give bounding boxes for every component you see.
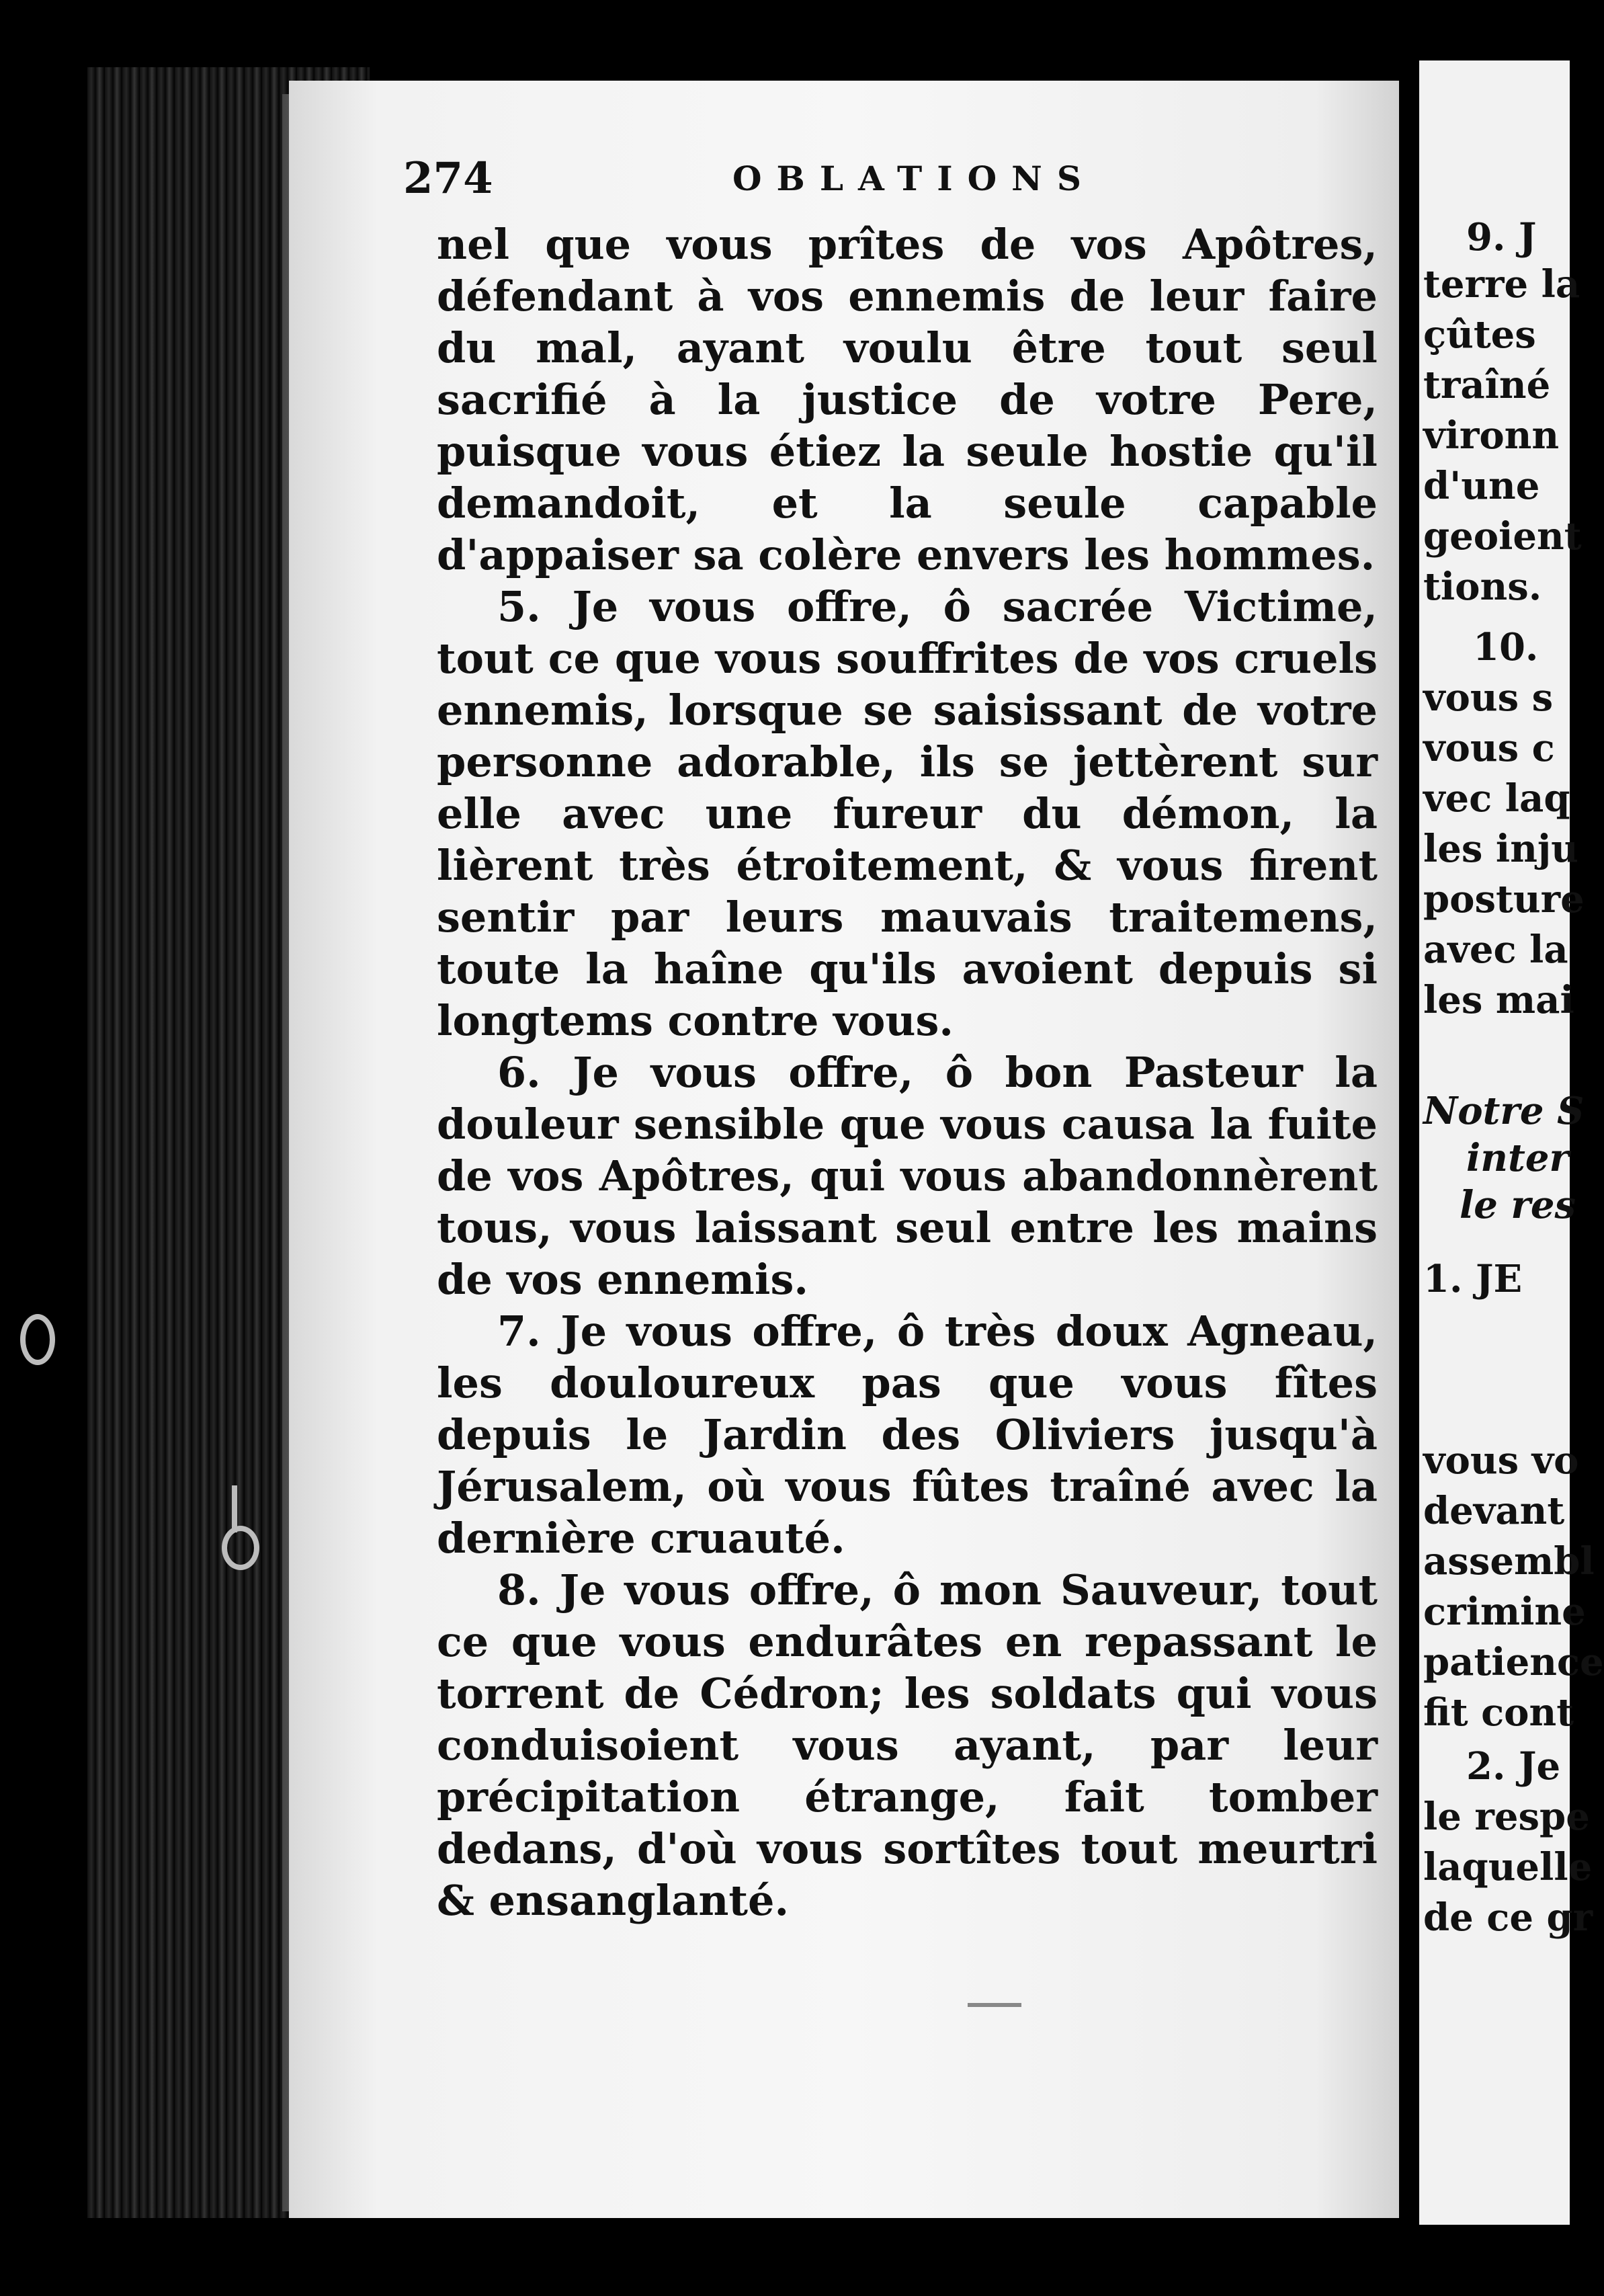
facing-line: traîné [1423,363,1551,407]
facing-line: fit cont [1423,1690,1574,1735]
facing-line: d'une [1423,464,1540,508]
facing-line: çûtes [1423,313,1536,357]
facing-line: vous vo [1423,1438,1579,1483]
facing-line: vironn [1423,413,1560,458]
facing-line: vous c [1423,726,1555,770]
printer-mark [968,2003,1021,2007]
facing-line: 9. J [1466,215,1537,259]
clasp-ring-icon [20,1314,55,1365]
facing-line: geoient [1423,514,1582,559]
page-body [437,218,1378,1926]
facing-line: laquelle [1423,1845,1593,1889]
page-header [403,153,1371,207]
facing-page [1419,60,1604,2225]
clasp-stem [232,1485,237,1532]
clasp-loop-icon [222,1526,259,1570]
paragraph-8: 8. Je vous offre, ô mon Sauveur, tout ce que vous endurâtes en repassant le torrent de Cédron; les soldats qui vous conduisoient vous ayant, par leur précipitation étrange, fait tomber dedans, d'où vous sortîtes tout meurtri & ensanglanté. [437,1565,1378,1925]
facing-line: crimine [1423,1590,1586,1634]
facing-line: devant [1423,1489,1565,1533]
facing-heading: inter [1466,1136,1569,1180]
facing-line: les inju [1423,827,1578,871]
facing-heading: Notre S [1423,1089,1585,1133]
facing-line: les mai [1423,978,1574,1022]
facing-line: vec laq [1423,776,1570,821]
paragraph-5: 5. Je vous offre, ô sacrée Victime, tout ce que vous souffrites de vos cruels ennemis, lorsque se saisissant de votre personne adorable, ils se jettèrent sur elle avec une fureur du démon, la lièrent très étroitement, & vous firent sentir par leurs mauvais traitemens, toute la haîne qu'ils avoient depuis si longtems contre vous. [437,582,1378,1045]
facing-line: assembl [1423,1539,1595,1584]
page-number: 274 [403,153,493,204]
facing-line: 1. JE [1423,1257,1523,1301]
facing-line: terre la [1423,262,1580,306]
book-gutter [1399,60,1419,2225]
facing-line: tions. [1423,565,1542,609]
facing-line: vous s [1423,675,1554,720]
paragraph-7: 7. Je vous offre, ô très doux Agneau, les douloureux pas que vous fîtes depuis le Jardin des Oliviers jusqu'à Jérusalem, où vous fûtes traîné avec la dernière cruauté. [437,1307,1378,1563]
running-title: OBLATIONS [732,159,1096,198]
facing-line: posture [1423,877,1585,921]
facing-line: patience [1423,1640,1604,1684]
facing-line: de ce gr [1423,1895,1593,1940]
facing-line: le respe [1423,1795,1590,1839]
facing-line: 2. Je [1466,1744,1561,1789]
paragraph-6: 6. Je vous offre, ô bon Pasteur la douleur sensible que vous causa la fuite de vos Apôtres, qui vous abandonnèrent tous, vous laissant seul entre les mains de vos ennemis. [437,1048,1378,1304]
facing-heading: le res [1460,1183,1576,1227]
facing-line: avec la [1423,928,1568,972]
facing-line: 10. [1473,625,1539,669]
paragraph-continuation: nel que vous prîtes de vos Apôtres, défendant à vos ennemis de leur faire du mal, ayant voulu être tout seul sacrifié à la justice de votre Pere, puisque vous étiez la seule hostie qu'il demandoit, et la seule capable d'appaiser sa colère envers les hommes. [437,220,1378,579]
